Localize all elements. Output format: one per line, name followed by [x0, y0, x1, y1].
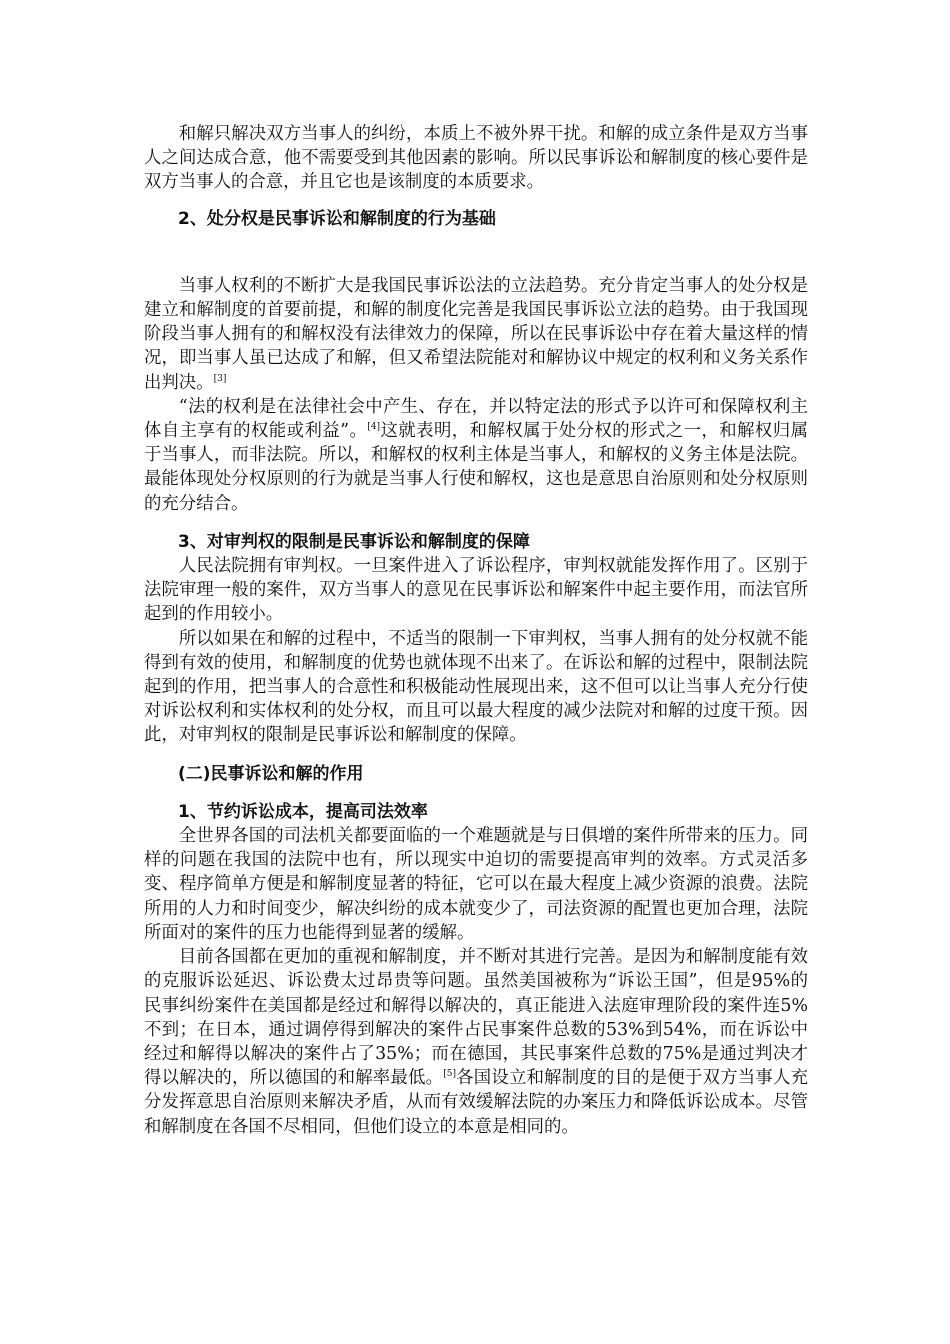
- heading-section-two: (二)民事诉讼和解的作用: [178, 763, 364, 784]
- document-body: [144, 122, 808, 1139]
- paragraph-text: 全世界各国的司法机关都要面临的一个难题就是与日俱增的案件所带来的压力。同样的问题在我国的法院中也有，所以现实中迫切的需要提高审判的效率。方式灵活多变、程序简单方便是和解制度显著的特征，它可以在最大程度上减少资源的浪费。法院所用的人力和时间变少，解决纠纷的成本就变少了，司法资源的配置也更加合理，法院所面对的案件的压力也能得到显著的缓解。: [144, 826, 808, 943]
- paragraph-text: 各国设立和解制度的目的是便于双方当事人充分发挥意思自治原则来解决矛盾，从而有效缓解法院的办案压力和降低诉讼成本。尽管和解制度在各国不尽相同，但他们设立的本意是相同的。: [144, 1068, 808, 1137]
- paragraph-text: 和解只解决双方当事人的纠纷，本质上不被外界干扰。和解的成立条件是双方当事人之间达成合意，他不需要受到其他因素的影响。所以民事诉讼和解制度的核心要件是双方当事人的合意，并且它也是该制度的本质要求。: [144, 124, 808, 193]
- paragraph-disposition-trend: [144, 274, 808, 395]
- paragraph-judicial-power: [144, 554, 808, 627]
- heading-cost-efficiency: 1、节约诉讼成本，提高司法效率: [178, 801, 428, 822]
- paragraph-text: 所以如果在和解的过程中，不适当的限制一下审判权，当事人拥有的处分权就不能得到有效的使用，和解制度的优势也就体现不出来了。在诉讼和解的过程中，限制法院起到的作用，把当事人的合意性和积极能动性展现出来，这不但可以让当事人充分行使对诉讼权利和实体权利的处分权，而且可以最大程度的减少法院对和解的过度干预。因此，对审判权的限制是民事诉讼和解制度的保障。: [144, 628, 808, 746]
- paragraph-text: 当事人权利的不断扩大是我国民事诉讼法的立法趋势。充分肯定当事人的处分权是建立和解制度的首要前提，和解的制度化完善是我国民事诉讼立法的趋势。由于我国现阶段当事人拥有的和解权没有法律效力的保障，所以在民事诉讼中存在着大量这样的情况，即当事人虽已达成了和解，但又希望法院能对和解协议中规定的权利和义务关系作出判决。: [144, 275, 808, 393]
- citation-5: [5]: [443, 1069, 456, 1080]
- paragraph-text: 这就表明，和解权属于处分权的形式之一，和解权归属于当事人，而非法院。所以，和解权的权利主体是当事人，和解权的义务主体是法院。最能体现处分权原则的行为就是当事人行使和解权，这也是意思自治原则和处分权原则的充分结合。: [144, 421, 808, 514]
- heading-judicial-limit: 3、对审判权的限制是民事诉讼和解制度的保障: [178, 531, 530, 552]
- paragraph-text: 人民法院拥有审判权。一旦案件进入了诉讼程序，审判权就能发挥作用了。区别于法院审理一般的案件，双方当事人的意见在民事诉讼和解案件中起主要作用，而法官所起到的作用较小。: [144, 556, 808, 625]
- heading-disposition-right: 2、处分权是民事诉讼和解制度的行为基础: [178, 208, 496, 229]
- paragraph-consensus: [144, 122, 808, 195]
- paragraph-text: “法的权利是在法律社会中产生、存在，并以特定法的形式予以许可和保障权利主体自主享有的权能或利益”。: [144, 396, 808, 442]
- paragraph-limit-effect: [144, 627, 808, 748]
- paragraph-international: [144, 945, 808, 1139]
- citation-4: [4]: [367, 422, 381, 433]
- paragraph-caseload-pressure: [144, 824, 808, 945]
- paragraph-text: 目前各国都在更加的重视和解制度，并不断对其进行完善。是因为和解制度能有效的克服诉讼延迟、诉讼费太过昂贵等问题。虽然美国被称为“诉讼王国”，但是95%的民事纠纷案件在美国都是经过和解得以解决的，真正能进入法庭审理阶段的案件连5%不到；在日本，通过调停得到解决的案件占民事案件总数的53%到54%，而在诉讼中经过和解得以解决的案件占了35%；而在德国，其民事案件总数的75%是通过判决才得以解决的，所以德国的和解率最低。: [144, 947, 808, 1089]
- paragraph-right-definition: [144, 395, 808, 516]
- citation-3: [3]: [213, 373, 227, 384]
